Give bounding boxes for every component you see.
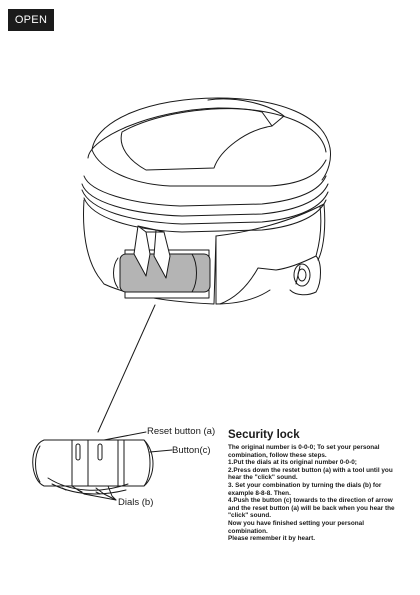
instruction-line: 4.Push the button (c) towards to the direction of arrow and the reset button (a) will be back when you hear the "click" sound.	[228, 497, 395, 520]
button-leader	[150, 450, 172, 452]
lock-detail	[33, 440, 153, 494]
leader-line	[98, 305, 155, 432]
reset-button-label: Reset button (a)	[147, 426, 216, 437]
security-lock-instructions	[228, 444, 398, 543]
dials-label: Dials (b)	[118, 497, 154, 508]
case-lid	[88, 98, 331, 186]
case-seam-bands	[82, 176, 328, 232]
security-lock-title: Security lock	[228, 429, 300, 441]
instruction-line: Now you have finished setting your personal combination.	[228, 519, 365, 535]
instruction-line: 1.Put the dials at its original number 0-0-0;	[228, 459, 357, 467]
instruction-line: Please remember it by heart.	[228, 535, 316, 543]
reset-button-leader	[104, 432, 146, 440]
button-c-label: Button(c)	[172, 445, 211, 456]
instruction-line: 2.Press down the restet button (a) with a tool until you hear the "click" sound.	[228, 466, 393, 482]
instruction-line: 3. Set your combination by turning the dials (b) for example 8-8-8. Then.	[228, 481, 382, 497]
open-tag: OPEN	[8, 9, 54, 31]
case-lock	[114, 226, 211, 298]
instruction-line: The original number is 0-0-0; To set your personal combination, follow these steps.	[228, 444, 380, 459]
